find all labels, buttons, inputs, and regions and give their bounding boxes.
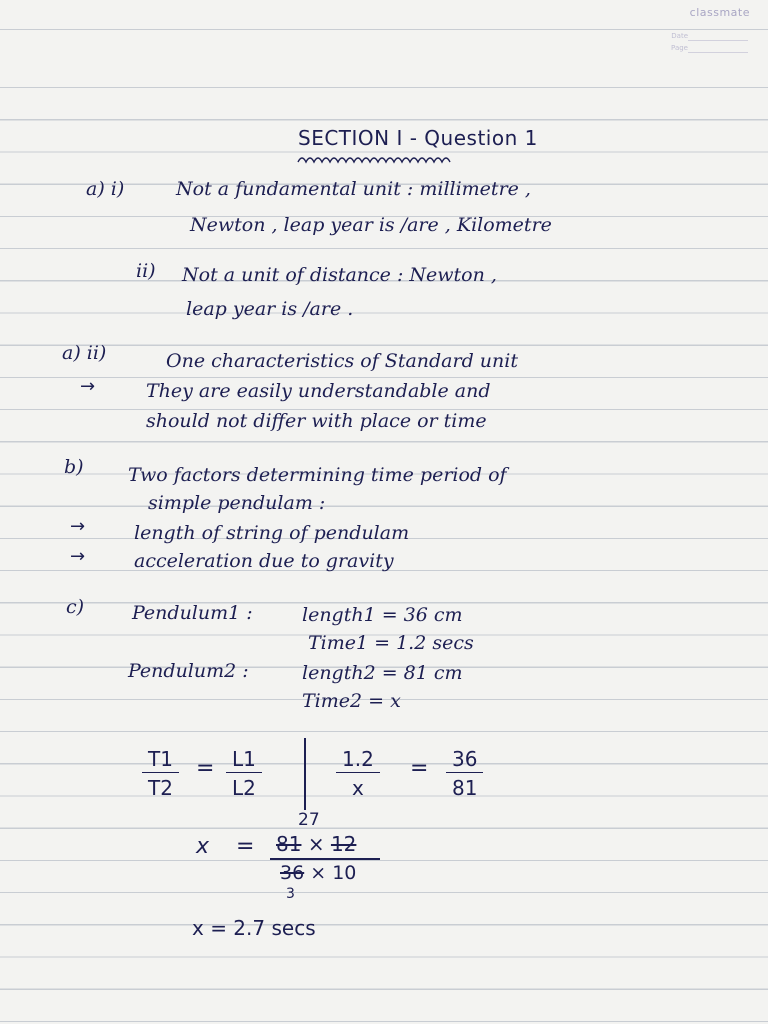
- part-a-ii-line2: leap year is /are .: [186, 298, 354, 320]
- cancelled-36: 36: [280, 862, 305, 884]
- part-b-item2: acceleration due to gravity: [134, 550, 394, 572]
- arrow-icon: →: [70, 546, 86, 567]
- brand-mark: classmate: [689, 6, 750, 19]
- fraction-denominator: T2: [148, 776, 173, 800]
- equals-sign: =: [196, 756, 215, 781]
- page-label: Page: [671, 44, 688, 52]
- arrow-icon: →: [80, 376, 96, 397]
- fraction-numerator: L1: [226, 748, 262, 773]
- part-b-line2: simple pendulam :: [148, 492, 326, 514]
- part-a-iii-line3: should not differ with place or time: [146, 410, 487, 432]
- title-underline: [296, 154, 456, 168]
- cancelled-81: 81: [276, 832, 302, 856]
- calc-denominator: [280, 862, 356, 884]
- date-label: Date: [671, 32, 688, 40]
- page-line: [688, 52, 748, 53]
- part-a-iii-line1: One characteristics of Standard unit: [166, 350, 518, 372]
- part-b-line1: Two factors determining time period of: [128, 464, 507, 486]
- part-a-iii-line2: They are easily understandable and: [146, 380, 491, 402]
- fraction-l1-l2: [226, 748, 262, 799]
- fraction-denominator: L2: [232, 776, 256, 800]
- page-title: SECTION I - Question 1: [298, 126, 538, 150]
- pendulum2-length: length2 = 81 cm: [302, 662, 463, 684]
- pendulum1-label: Pendulum1 :: [132, 602, 253, 624]
- fraction-t1-t2: [142, 748, 179, 799]
- part-a-i-label: a) i): [86, 178, 125, 200]
- fraction-bar: [270, 858, 380, 860]
- fraction-numerator: T1: [142, 748, 179, 773]
- equals-sign: =: [410, 756, 429, 781]
- arrow-icon: →: [70, 516, 86, 537]
- fraction-numerator: 36: [446, 748, 483, 773]
- equals-sign: =: [236, 834, 255, 859]
- fraction-numerator: 1.2: [336, 748, 380, 773]
- fraction-denominator: 81: [452, 776, 478, 800]
- date-line: [688, 40, 748, 41]
- times-ten: × 10: [310, 862, 357, 884]
- cancel-result-3: 3: [286, 886, 295, 902]
- fraction-denominator: x: [351, 776, 364, 800]
- part-a-i-line1: Not a fundamental unit : millimetre ,: [176, 178, 531, 200]
- part-a-ii-label: ii): [136, 260, 156, 282]
- part-c-label: c): [66, 596, 85, 618]
- part-a-iii-label: a) ii): [62, 342, 107, 364]
- divider-line: [304, 738, 306, 810]
- pendulum2-label: Pendulum2 :: [128, 660, 249, 682]
- part-b-item1: length of string of pendulam: [134, 522, 410, 544]
- cancel-result-27: 27: [298, 810, 320, 830]
- pendulum1-time: Time1 = 1.2 secs: [308, 632, 474, 654]
- pendulum2-time: Time2 = x: [302, 690, 401, 712]
- part-a-ii-line1: Not a unit of distance : Newton ,: [182, 264, 497, 286]
- final-answer: x = 2.7 secs: [192, 916, 316, 940]
- part-b-label: b): [64, 456, 84, 478]
- fraction-36-81: [446, 748, 483, 799]
- pendulum1-length: length1 = 36 cm: [302, 604, 463, 626]
- part-a-i-line2: Newton , leap year is /are , Kilometre: [190, 214, 552, 236]
- x-variable: x: [196, 834, 210, 859]
- fraction-12-x: [336, 748, 380, 799]
- calc-numerator: [276, 832, 356, 856]
- times-sign: ×: [307, 832, 325, 856]
- cancelled-12: 12: [330, 832, 357, 856]
